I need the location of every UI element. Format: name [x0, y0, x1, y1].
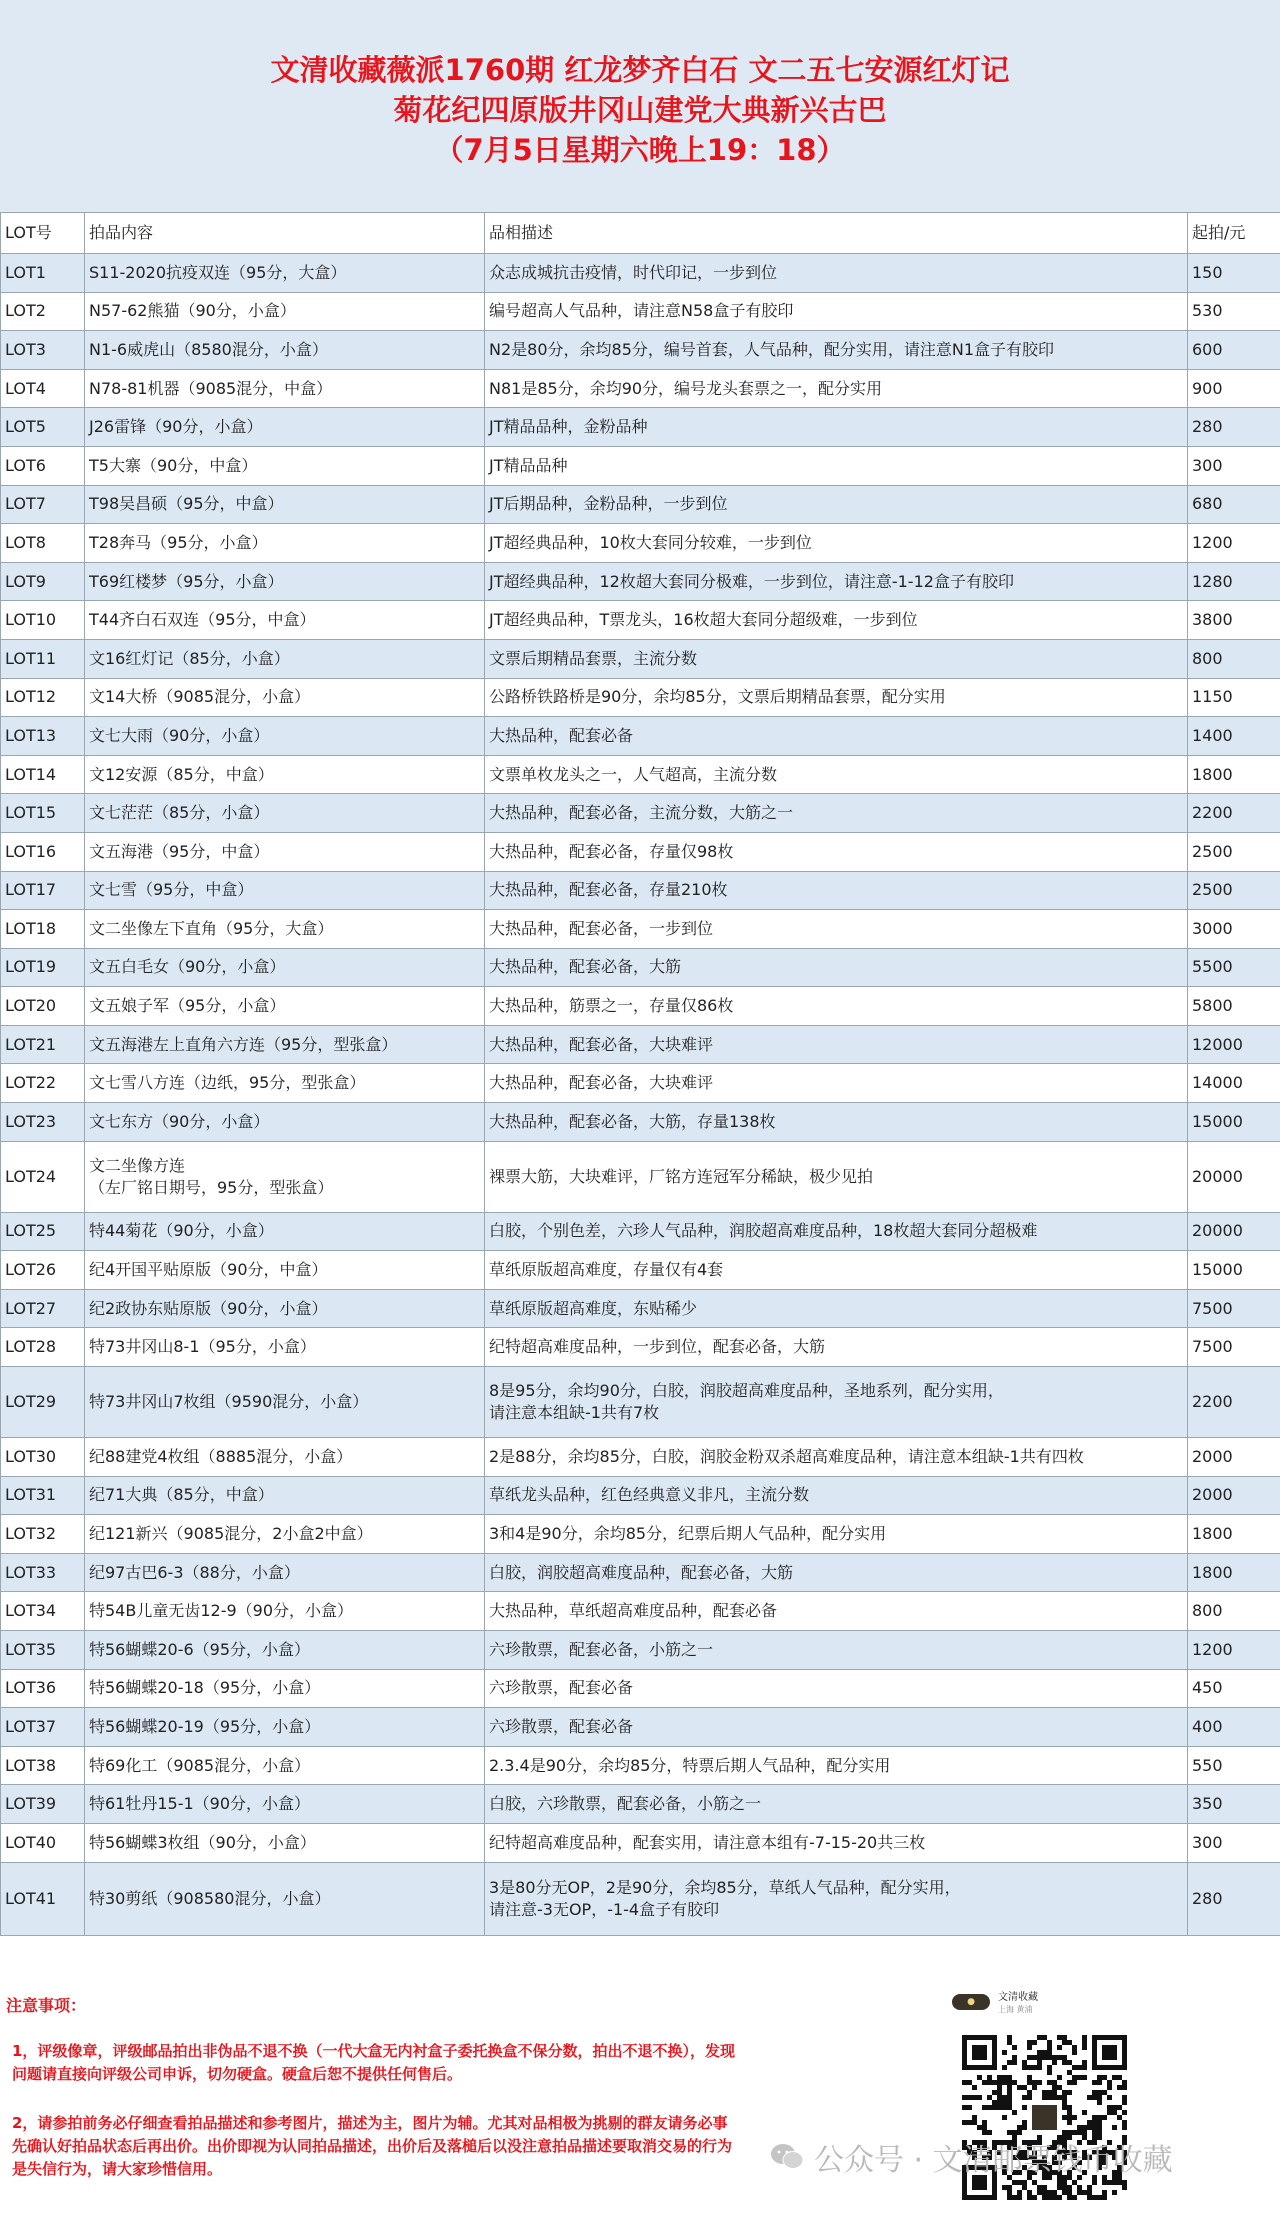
cell-lot: LOT19 [1, 948, 85, 987]
cell-price: 800 [1188, 1592, 1280, 1631]
cell-item: 文12安源（85分，中盒） [85, 755, 485, 794]
table-row [1, 1515, 1280, 1554]
cell-desc: 大热品种，配套必备，存量仅98枚 [485, 832, 1188, 871]
table-row [1, 948, 1280, 987]
cell-item: 特73井冈山8-1（95分，小盒） [85, 1328, 485, 1367]
table-row [1, 254, 1280, 293]
cell-desc: 3是80分无OP，2是90分，余均85分，草纸人气品种，配分实用， 请注意-3无OP，-1-4盒子有胶印 [485, 1862, 1188, 1935]
table-row [1, 331, 1280, 370]
cell-desc: 大热品种，配套必备，大筋，存量138枚 [485, 1103, 1188, 1142]
cell-desc: 文票后期精品套票，主流分数 [485, 639, 1188, 678]
cell-item: 特61牡丹15-1（90分，小盒） [85, 1785, 485, 1824]
table-row [1, 292, 1280, 331]
cell-lot: LOT41 [1, 1862, 85, 1935]
cell-price: 2500 [1188, 871, 1280, 910]
cell-item: 文五海港左上直角六方连（95分，型张盒） [85, 1025, 485, 1064]
cell-lot: LOT1 [1, 254, 85, 293]
cell-lot: LOT29 [1, 1367, 85, 1438]
cell-price: 5800 [1188, 987, 1280, 1026]
cell-desc: 大热品种，配套必备，大块难评 [485, 1064, 1188, 1103]
cell-price: 1800 [1188, 755, 1280, 794]
table-row [1, 1251, 1280, 1290]
cell-item: 文16红灯记（85分，小盒） [85, 639, 485, 678]
cell-item: 文七茫茫（85分，小盒） [85, 794, 485, 833]
cell-lot: LOT11 [1, 639, 85, 678]
table-row [1, 369, 1280, 408]
table-row [1, 1862, 1280, 1935]
cell-item: 特54B儿童无齿12-9（90分，小盒） [85, 1592, 485, 1631]
cell-lot: LOT33 [1, 1553, 85, 1592]
table-row [1, 1103, 1280, 1142]
table-row [1, 1476, 1280, 1515]
cell-desc: 大热品种，配套必备，主流分数，大筋之一 [485, 794, 1188, 833]
watermark [770, 2135, 1173, 2179]
table-row [1, 678, 1280, 717]
cell-desc: 纪特超高难度品种，一步到位，配套必备，大筋 [485, 1328, 1188, 1367]
table-row [1, 1064, 1280, 1103]
cell-lot: LOT26 [1, 1251, 85, 1290]
cell-price: 15000 [1188, 1103, 1280, 1142]
cell-lot: LOT21 [1, 1025, 85, 1064]
cell-price: 300 [1188, 1823, 1280, 1862]
table-row [1, 794, 1280, 833]
table-row [1, 1367, 1280, 1438]
cell-lot: LOT6 [1, 446, 85, 485]
table-row [1, 562, 1280, 601]
cell-lot: LOT8 [1, 524, 85, 563]
column-header-item: 拍品内容 [85, 213, 485, 254]
table-row [1, 446, 1280, 485]
cell-item: 特73井冈山7枚组（9590混分，小盒） [85, 1367, 485, 1438]
cell-lot: LOT31 [1, 1476, 85, 1515]
cell-desc: JT精品品种，金粉品种 [485, 408, 1188, 447]
cell-item: 文二坐像左下直角（95分，大盒） [85, 910, 485, 949]
cell-lot: LOT30 [1, 1438, 85, 1477]
table-row [1, 910, 1280, 949]
page-header [0, 0, 1280, 212]
cell-price: 7500 [1188, 1328, 1280, 1367]
note-2: 2，请参拍前务必仔细查看拍品描述和参考图片，描述为主，图片为辅。尤其对品相极为挑剔的群友请务必事先确认好拍品状态后再出价。出价即视为认同拍品描述，出价后及落槌后以没注意拍品描述要取消交易的行为是失信行为，请大家珍惜信用。 [12, 2114, 733, 2178]
cell-lot: LOT27 [1, 1289, 85, 1328]
cell-lot: LOT20 [1, 987, 85, 1026]
cell-lot: LOT34 [1, 1592, 85, 1631]
cell-desc: 8是95分，余均90分，白胶，润胶超高难度品种，圣地系列，配分实用， 请注意本组缺-1共有7枚 [485, 1367, 1188, 1438]
table-row [1, 408, 1280, 447]
cell-item: 特30剪纸（908580混分，小盒） [85, 1862, 485, 1935]
title-line-3: （7月5日星期六晚上19：18） [434, 133, 846, 167]
table-row [1, 1708, 1280, 1747]
cell-item: 纪2政协东贴原版（90分，小盒） [85, 1289, 485, 1328]
cell-lot: LOT28 [1, 1328, 85, 1367]
cell-lot: LOT14 [1, 755, 85, 794]
cell-price: 530 [1188, 292, 1280, 331]
table-row [1, 601, 1280, 640]
cell-desc: 纪特超高难度品种，配套实用，请注意本组有-7-15-20共三枚 [485, 1823, 1188, 1862]
cell-item: S11-2020抗疫双连（95分，大盒） [85, 254, 485, 293]
cell-price: 1800 [1188, 1553, 1280, 1592]
cell-desc: 3和4是90分，余均85分，纪票后期人气品种，配分实用 [485, 1515, 1188, 1554]
table-row [1, 485, 1280, 524]
cell-price: 2200 [1188, 1367, 1280, 1438]
cell-item: 文七东方（90分，小盒） [85, 1103, 485, 1142]
cell-lot: LOT7 [1, 485, 85, 524]
cell-desc: 白胶，六珍散票，配套必备，小筋之一 [485, 1785, 1188, 1824]
cell-lot: LOT12 [1, 678, 85, 717]
watermark-text: 公众号 · 文清邮票钱币收藏 [814, 2143, 1173, 2178]
title-line-1: 文清收藏薇派1760期 红龙梦齐白石 文二五七安源红灯记 [270, 53, 1010, 87]
cell-desc: 2是88分，余均85分，白胶，润胶金粉双杀超高难度品种，请注意本组缺-1共有四枚 [485, 1438, 1188, 1477]
qr-account-name: 文清收藏 [998, 1992, 1038, 2003]
cell-item: 文五白毛女（90分，小盒） [85, 948, 485, 987]
cell-desc: 白胶，润胶超高难度品种，配套必备，大筋 [485, 1553, 1188, 1592]
table-row [1, 1669, 1280, 1708]
cell-lot: LOT38 [1, 1746, 85, 1785]
cell-price: 280 [1188, 1862, 1280, 1935]
cell-lot: LOT5 [1, 408, 85, 447]
cell-item: 纪121新兴（9085混分，2小盒2中盒） [85, 1515, 485, 1554]
cell-item: 纪4开国平贴原版（90分，中盒） [85, 1251, 485, 1290]
cell-desc: 大热品种，配套必备，大块难评 [485, 1025, 1188, 1064]
cell-price: 2000 [1188, 1476, 1280, 1515]
cell-price: 1280 [1188, 562, 1280, 601]
cell-lot: LOT24 [1, 1141, 85, 1212]
cell-price: 150 [1188, 254, 1280, 293]
cell-desc: JT超经典品种，10枚大套同分较难，一步到位 [485, 524, 1188, 563]
table-row [1, 1289, 1280, 1328]
table-header-row [1, 213, 1280, 254]
cell-desc: 草纸原版超高难度，存量仅有4套 [485, 1251, 1188, 1290]
cell-price: 1200 [1188, 524, 1280, 563]
cell-price: 1400 [1188, 717, 1280, 756]
table-row [1, 755, 1280, 794]
cell-item: 文七大雨（90分，小盒） [85, 717, 485, 756]
cell-lot: LOT37 [1, 1708, 85, 1747]
cell-item: 文二坐像方连 （左厂铭日期号，95分，型张盒） [85, 1141, 485, 1212]
cell-lot: LOT4 [1, 369, 85, 408]
table-row [1, 1785, 1280, 1824]
cell-price: 350 [1188, 1785, 1280, 1824]
cell-price: 550 [1188, 1746, 1280, 1785]
logo-icon: ● [952, 1994, 990, 2010]
notes-title: 注意事项： [6, 1996, 87, 2015]
cell-price: 2500 [1188, 832, 1280, 871]
cell-desc: 2.3.4是90分，余均85分，特票后期人气品种，配分实用 [485, 1746, 1188, 1785]
cell-lot: LOT9 [1, 562, 85, 601]
cell-item: T98吴昌硕（95分，中盒） [85, 485, 485, 524]
cell-desc: 大热品种，配套必备 [485, 717, 1188, 756]
cell-desc: 大热品种，筋票之一，存量仅86枚 [485, 987, 1188, 1026]
cell-price: 3800 [1188, 601, 1280, 640]
cell-price: 5500 [1188, 948, 1280, 987]
cell-lot: LOT3 [1, 331, 85, 370]
cell-item: T44齐白石双连（95分，中盒） [85, 601, 485, 640]
table-row [1, 1141, 1280, 1212]
cell-price: 800 [1188, 639, 1280, 678]
cell-lot: LOT32 [1, 1515, 85, 1554]
cell-desc: 大热品种，配套必备，大筋 [485, 948, 1188, 987]
cell-item: 纪97古巴6-3（88分，小盒） [85, 1553, 485, 1592]
cell-desc: 草纸原版超高难度，东贴稀少 [485, 1289, 1188, 1328]
cell-price: 20000 [1188, 1212, 1280, 1251]
cell-desc: 草纸龙头品种，红色经典意义非凡，主流分数 [485, 1476, 1188, 1515]
cell-desc: 众志成城抗击疫情，时代印记，一步到位 [485, 254, 1188, 293]
cell-desc: N2是80分，余均85分，编号首套，人气品种，配分实用，请注意N1盒子有胶印 [485, 331, 1188, 370]
cell-lot: LOT10 [1, 601, 85, 640]
cell-price: 400 [1188, 1708, 1280, 1747]
cell-item: 特56蝴蝶3枚组（90分，小盒） [85, 1823, 485, 1862]
cell-item: T69红楼梦（95分，小盒） [85, 562, 485, 601]
cell-item: N78-81机器（9085混分，中盒） [85, 369, 485, 408]
cell-item: 文七雪八方连（边纸，95分，型张盒） [85, 1064, 485, 1103]
note-1: 1，评级像章，评级邮品拍出非伪品不退不换（一代大盒无内衬盒子委托换盒不保分数，拍出不退不换），发现问题请直接向评级公司申诉，切勿硬盒。硬盒后恕不提供任何售后。 [12, 2042, 735, 2083]
column-header-desc: 品相描述 [485, 213, 1188, 254]
cell-desc: 白胶，个别色差，六珍人气品种，润胶超高难度品种，18枚超大套同分超极难 [485, 1212, 1188, 1251]
cell-item: 文五海港（95分，中盒） [85, 832, 485, 871]
cell-price: 600 [1188, 331, 1280, 370]
cell-price: 1200 [1188, 1631, 1280, 1670]
table-row [1, 1438, 1280, 1477]
cell-price: 1150 [1188, 678, 1280, 717]
table-row [1, 1212, 1280, 1251]
cell-lot: LOT18 [1, 910, 85, 949]
cell-price: 1800 [1188, 1515, 1280, 1554]
cell-price: 900 [1188, 369, 1280, 408]
cell-desc: 六珍散票，配套必备，小筋之一 [485, 1631, 1188, 1670]
cell-desc: N81是85分，余均90分，编号龙头套票之一，配分实用 [485, 369, 1188, 408]
cell-price: 280 [1188, 408, 1280, 447]
title-line-2: 菊花纪四原版井冈山建党大典新兴古巴 [393, 93, 887, 127]
cell-item: 特56蝴蝶20-18（95分，小盒） [85, 1669, 485, 1708]
cell-item: T5大寨（90分，中盒） [85, 446, 485, 485]
table-row [1, 987, 1280, 1026]
table-row [1, 1823, 1280, 1862]
cell-desc: 大热品种，配套必备，存量210枚 [485, 871, 1188, 910]
table-row [1, 717, 1280, 756]
cell-price: 20000 [1188, 1141, 1280, 1212]
cell-lot: LOT2 [1, 292, 85, 331]
cell-item: 特69化工（9085混分，小盒） [85, 1746, 485, 1785]
cell-price: 300 [1188, 446, 1280, 485]
cell-item: 特56蝴蝶20-6（95分，小盒） [85, 1631, 485, 1670]
table-row [1, 1631, 1280, 1670]
cell-item: 文五娘子军（95分，小盒） [85, 987, 485, 1026]
cell-desc: 编号超高人气品种，请注意N58盒子有胶印 [485, 292, 1188, 331]
table-row [1, 832, 1280, 871]
cell-desc: JT超经典品种，T票龙头，16枚超大套同分超级难，一步到位 [485, 601, 1188, 640]
cell-desc: 文票单枚龙头之一，人气超高，主流分数 [485, 755, 1188, 794]
cell-lot: LOT25 [1, 1212, 85, 1251]
cell-item: 纪88建党4枚组（8885混分，小盒） [85, 1438, 485, 1477]
table-row [1, 1592, 1280, 1631]
cell-price: 680 [1188, 485, 1280, 524]
cell-price: 450 [1188, 1669, 1280, 1708]
cell-price: 15000 [1188, 1251, 1280, 1290]
cell-item: 纪71大典（85分，中盒） [85, 1476, 485, 1515]
cell-desc: JT精品品种 [485, 446, 1188, 485]
cell-desc: 六珍散票，配套必备 [485, 1669, 1188, 1708]
cell-desc: JT超经典品种，12枚超大套同分极难，一步到位，请注意-1-12盒子有胶印 [485, 562, 1188, 601]
column-header-price: 起拍/元 [1188, 213, 1280, 254]
cell-price: 2000 [1188, 1438, 1280, 1477]
cell-desc: 裸票大筋，大块难评，厂铭方连冠军分稀缺，极少见拍 [485, 1141, 1188, 1212]
table-row [1, 1746, 1280, 1785]
table-row [1, 871, 1280, 910]
cell-lot: LOT39 [1, 1785, 85, 1824]
cell-item: J26雷锋（90分，小盒） [85, 408, 485, 447]
cell-item: N57-62熊猫（90分，小盒） [85, 292, 485, 331]
cell-desc: JT后期品种，金粉品种，一步到位 [485, 485, 1188, 524]
cell-lot: LOT13 [1, 717, 85, 756]
cell-item: 文七雪（95分，中盒） [85, 871, 485, 910]
cell-item: N1-6威虎山（8580混分，小盒） [85, 331, 485, 370]
lot-table [0, 212, 1280, 1936]
cell-price: 12000 [1188, 1025, 1280, 1064]
qr-account-location: 上海 黄浦 [998, 2005, 1033, 2014]
cell-lot: LOT36 [1, 1669, 85, 1708]
cell-item: 特56蝴蝶20-19（95分，小盒） [85, 1708, 485, 1747]
wechat-icon [770, 2143, 804, 2171]
cell-lot: LOT22 [1, 1064, 85, 1103]
cell-desc: 大热品种，草纸超高难度品种，配套必备 [485, 1592, 1188, 1631]
table-row [1, 639, 1280, 678]
cell-lot: LOT17 [1, 871, 85, 910]
cell-lot: LOT15 [1, 794, 85, 833]
table-row [1, 524, 1280, 563]
cell-desc: 六珍散票，配套必备 [485, 1708, 1188, 1747]
table-body [1, 254, 1280, 1936]
cell-lot: LOT16 [1, 832, 85, 871]
cell-item: T28奔马（95分，小盒） [85, 524, 485, 563]
cell-price: 7500 [1188, 1289, 1280, 1328]
cell-lot: LOT40 [1, 1823, 85, 1862]
cell-desc: 公路桥铁路桥是90分，余均85分，文票后期精品套票，配分实用 [485, 678, 1188, 717]
cell-lot: LOT35 [1, 1631, 85, 1670]
table-row [1, 1328, 1280, 1367]
cell-price: 14000 [1188, 1064, 1280, 1103]
cell-item: 特44菊花（90分，小盒） [85, 1212, 485, 1251]
cell-item: 文14大桥（9085混分，小盒） [85, 678, 485, 717]
column-header-lot: LOT号 [1, 213, 85, 254]
cell-desc: 大热品种，配套必备，一步到位 [485, 910, 1188, 949]
cell-lot: LOT23 [1, 1103, 85, 1142]
table-row [1, 1025, 1280, 1064]
cell-price: 3000 [1188, 910, 1280, 949]
table-row [1, 1553, 1280, 1592]
cell-price: 2200 [1188, 794, 1280, 833]
